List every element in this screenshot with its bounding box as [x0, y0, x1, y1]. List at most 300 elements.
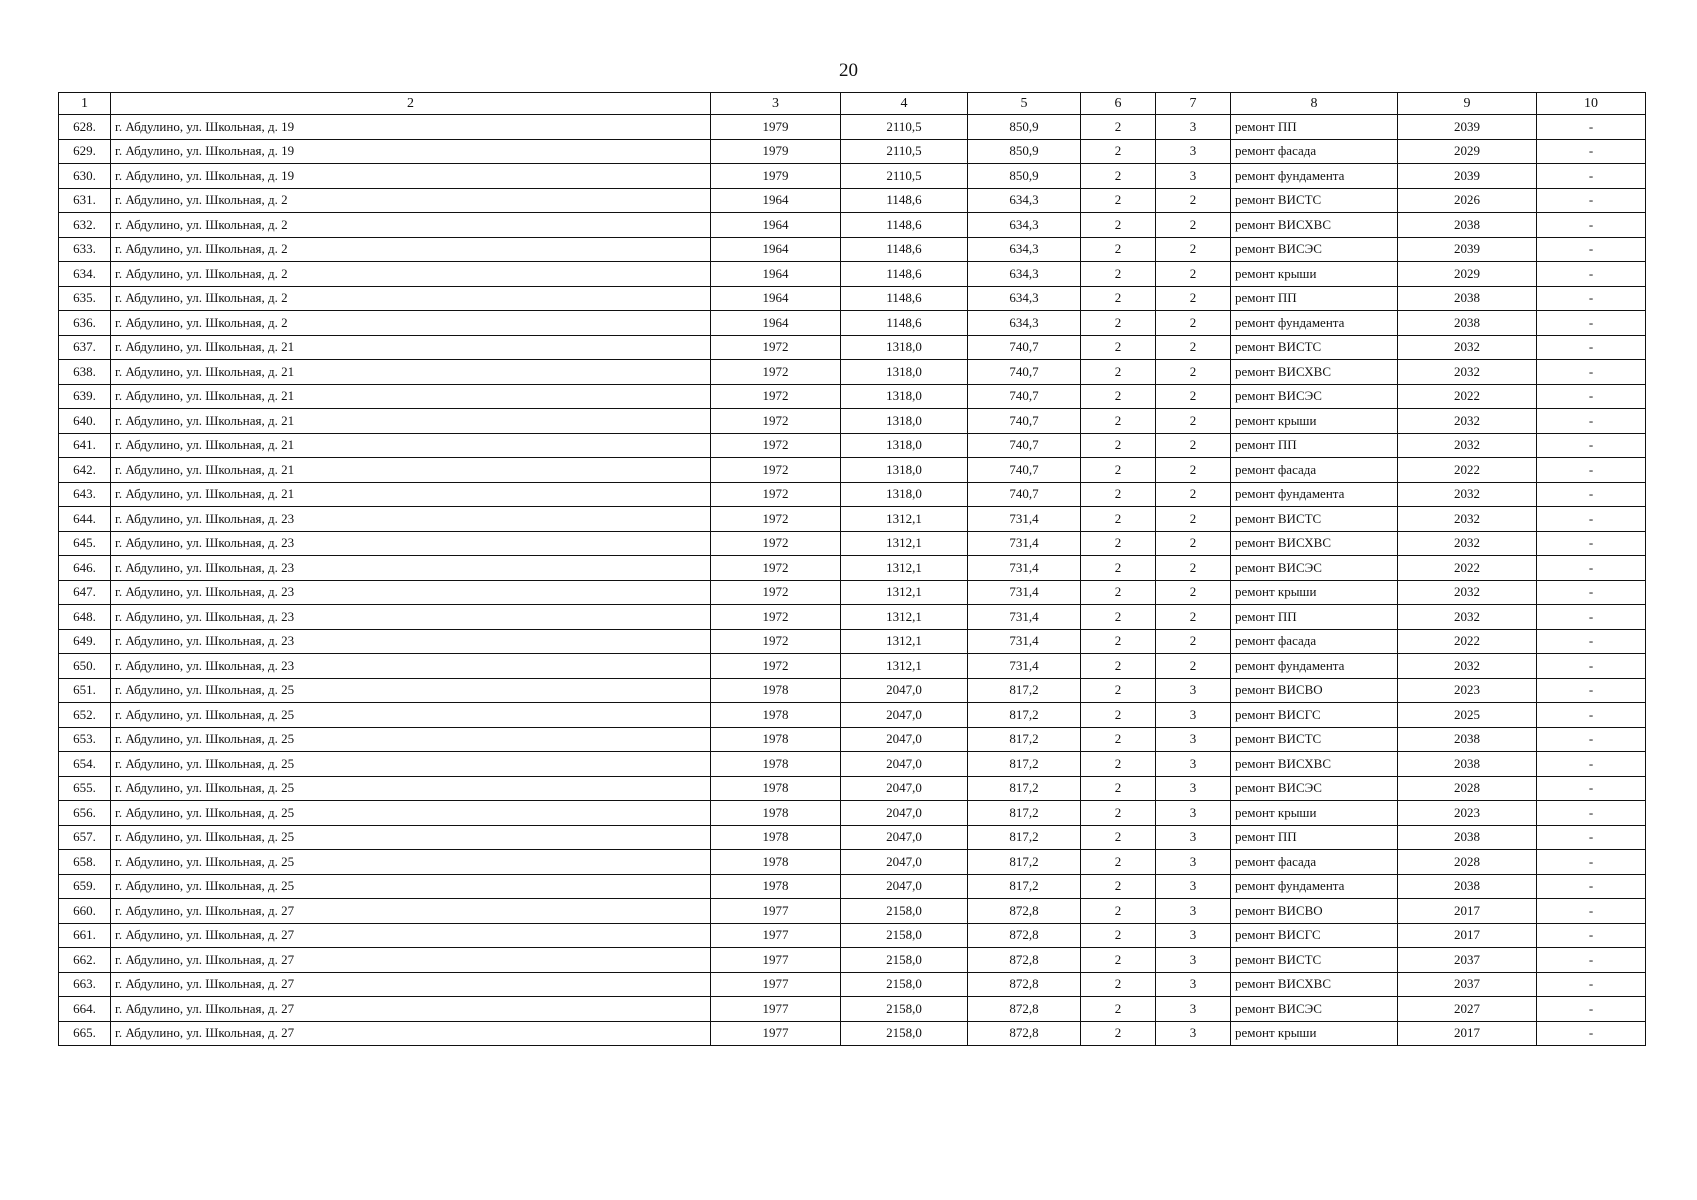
address-cell: г. Абдулино, ул. Школьная, д. 27 — [111, 948, 711, 973]
work-type-cell: ремонт крыши — [1231, 801, 1398, 826]
year-cell: 1972 — [711, 458, 841, 483]
address-cell: г. Абдулино, ул. Школьная, д. 25 — [111, 727, 711, 752]
address-cell: г. Абдулино, ул. Школьная, д. 23 — [111, 531, 711, 556]
address-cell: г. Абдулино, ул. Школьная, д. 27 — [111, 923, 711, 948]
living-area-cell: 740,7 — [968, 458, 1081, 483]
address-cell: г. Абдулино, ул. Школьная, д. 21 — [111, 482, 711, 507]
year-cell: 1979 — [711, 164, 841, 189]
total-area-cell: 1318,0 — [841, 335, 968, 360]
row-number-cell: 633. — [59, 237, 111, 262]
address-cell: г. Абдулино, ул. Школьная, д. 25 — [111, 850, 711, 875]
living-area-cell: 817,2 — [968, 678, 1081, 703]
planned-year-cell: 2037 — [1398, 948, 1537, 973]
table-row — [59, 605, 1646, 630]
floors-cell: 2 — [1156, 507, 1231, 532]
planned-year-cell: 2029 — [1398, 262, 1537, 287]
planned-year-cell: 2017 — [1398, 923, 1537, 948]
year-cell: 1978 — [711, 776, 841, 801]
planned-year-cell: 2032 — [1398, 335, 1537, 360]
entrances-cell: 2 — [1081, 164, 1156, 189]
row-number-cell: 644. — [59, 507, 111, 532]
note-cell: - — [1537, 678, 1646, 703]
year-cell: 1977 — [711, 899, 841, 924]
floors-cell: 2 — [1156, 237, 1231, 262]
floors-cell: 2 — [1156, 262, 1231, 287]
planned-year-cell: 2022 — [1398, 556, 1537, 581]
row-number-cell: 647. — [59, 580, 111, 605]
year-cell: 1964 — [711, 188, 841, 213]
note-cell: - — [1537, 409, 1646, 434]
table-row — [59, 433, 1646, 458]
planned-year-cell: 2038 — [1398, 213, 1537, 238]
address-cell: г. Абдулино, ул. Школьная, д. 19 — [111, 139, 711, 164]
table-row — [59, 874, 1646, 899]
planned-year-cell: 2038 — [1398, 874, 1537, 899]
table-row — [59, 139, 1646, 164]
floors-cell: 2 — [1156, 384, 1231, 409]
address-cell: г. Абдулино, ул. Школьная, д. 25 — [111, 801, 711, 826]
floors-cell: 3 — [1156, 923, 1231, 948]
note-cell: - — [1537, 948, 1646, 973]
floors-cell: 2 — [1156, 482, 1231, 507]
note-cell: - — [1537, 776, 1646, 801]
header-cell: 4 — [841, 93, 968, 115]
note-cell: - — [1537, 188, 1646, 213]
entrances-cell: 2 — [1081, 311, 1156, 336]
address-cell: г. Абдулино, ул. Школьная, д. 2 — [111, 262, 711, 287]
row-number-cell: 648. — [59, 605, 111, 630]
total-area-cell: 1148,6 — [841, 188, 968, 213]
note-cell: - — [1537, 507, 1646, 532]
address-cell: г. Абдулино, ул. Школьная, д. 23 — [111, 580, 711, 605]
table-row — [59, 335, 1646, 360]
row-number-cell: 646. — [59, 556, 111, 581]
year-cell: 1964 — [711, 286, 841, 311]
floors-cell: 2 — [1156, 654, 1231, 679]
living-area-cell: 731,4 — [968, 531, 1081, 556]
year-cell: 1978 — [711, 850, 841, 875]
living-area-cell: 731,4 — [968, 629, 1081, 654]
year-cell: 1964 — [711, 262, 841, 287]
planned-year-cell: 2028 — [1398, 850, 1537, 875]
planned-year-cell: 2032 — [1398, 507, 1537, 532]
planned-year-cell: 2038 — [1398, 286, 1537, 311]
living-area-cell: 740,7 — [968, 335, 1081, 360]
work-type-cell: ремонт ВИСГС — [1231, 923, 1398, 948]
note-cell: - — [1537, 923, 1646, 948]
entrances-cell: 2 — [1081, 286, 1156, 311]
table-row — [59, 580, 1646, 605]
year-cell: 1964 — [711, 213, 841, 238]
year-cell: 1972 — [711, 433, 841, 458]
living-area-cell: 817,2 — [968, 850, 1081, 875]
header-cell: 3 — [711, 93, 841, 115]
entrances-cell: 2 — [1081, 139, 1156, 164]
entrances-cell: 2 — [1081, 507, 1156, 532]
floors-cell: 2 — [1156, 556, 1231, 581]
total-area-cell: 2047,0 — [841, 703, 968, 728]
floors-cell: 2 — [1156, 605, 1231, 630]
entrances-cell: 2 — [1081, 1021, 1156, 1046]
planned-year-cell: 2026 — [1398, 188, 1537, 213]
floors-cell: 3 — [1156, 776, 1231, 801]
table-row — [59, 948, 1646, 973]
table-row — [59, 923, 1646, 948]
floors-cell: 2 — [1156, 629, 1231, 654]
note-cell: - — [1537, 752, 1646, 777]
planned-year-cell: 2032 — [1398, 482, 1537, 507]
entrances-cell: 2 — [1081, 384, 1156, 409]
total-area-cell: 1318,0 — [841, 433, 968, 458]
page-number: 20 — [839, 60, 858, 81]
year-cell: 1978 — [711, 874, 841, 899]
work-type-cell: ремонт фундамента — [1231, 482, 1398, 507]
work-type-cell: ремонт ВИСВО — [1231, 678, 1398, 703]
row-number-cell: 664. — [59, 997, 111, 1022]
floors-cell: 3 — [1156, 139, 1231, 164]
total-area-cell: 1312,1 — [841, 507, 968, 532]
year-cell: 1972 — [711, 384, 841, 409]
planned-year-cell: 2032 — [1398, 433, 1537, 458]
planned-year-cell: 2032 — [1398, 654, 1537, 679]
year-cell: 1977 — [711, 1021, 841, 1046]
row-number-cell: 639. — [59, 384, 111, 409]
row-number-cell: 653. — [59, 727, 111, 752]
row-number-cell: 655. — [59, 776, 111, 801]
work-type-cell: ремонт ПП — [1231, 825, 1398, 850]
living-area-cell: 731,4 — [968, 580, 1081, 605]
year-cell: 1972 — [711, 556, 841, 581]
year-cell: 1978 — [711, 801, 841, 826]
row-number-cell: 635. — [59, 286, 111, 311]
year-cell: 1977 — [711, 923, 841, 948]
year-cell: 1977 — [711, 997, 841, 1022]
work-type-cell: ремонт ВИСХВС — [1231, 972, 1398, 997]
planned-year-cell: 2023 — [1398, 678, 1537, 703]
floors-cell: 2 — [1156, 213, 1231, 238]
planned-year-cell: 2038 — [1398, 752, 1537, 777]
planned-year-cell: 2027 — [1398, 997, 1537, 1022]
note-cell: - — [1537, 482, 1646, 507]
year-cell: 1978 — [711, 678, 841, 703]
address-cell: г. Абдулино, ул. Школьная, д. 21 — [111, 433, 711, 458]
total-area-cell: 2047,0 — [841, 752, 968, 777]
table-row — [59, 678, 1646, 703]
total-area-cell: 2047,0 — [841, 776, 968, 801]
living-area-cell: 817,2 — [968, 776, 1081, 801]
living-area-cell: 850,9 — [968, 115, 1081, 140]
living-area-cell: 817,2 — [968, 752, 1081, 777]
note-cell: - — [1537, 213, 1646, 238]
row-number-cell: 638. — [59, 360, 111, 385]
living-area-cell: 872,8 — [968, 899, 1081, 924]
living-area-cell: 817,2 — [968, 801, 1081, 826]
living-area-cell: 634,3 — [968, 262, 1081, 287]
address-cell: г. Абдулино, ул. Школьная, д. 2 — [111, 188, 711, 213]
total-area-cell: 2047,0 — [841, 850, 968, 875]
total-area-cell: 2110,5 — [841, 164, 968, 189]
row-number-cell: 634. — [59, 262, 111, 287]
floors-cell: 3 — [1156, 727, 1231, 752]
living-area-cell: 872,8 — [968, 972, 1081, 997]
planned-year-cell: 2032 — [1398, 605, 1537, 630]
entrances-cell: 2 — [1081, 556, 1156, 581]
total-area-cell: 2047,0 — [841, 801, 968, 826]
work-type-cell: ремонт крыши — [1231, 262, 1398, 287]
table-row — [59, 286, 1646, 311]
living-area-cell: 817,2 — [968, 703, 1081, 728]
address-cell: г. Абдулино, ул. Школьная, д. 21 — [111, 360, 711, 385]
entrances-cell: 2 — [1081, 801, 1156, 826]
note-cell: - — [1537, 654, 1646, 679]
work-type-cell: ремонт ВИСВО — [1231, 899, 1398, 924]
work-type-cell: ремонт ПП — [1231, 605, 1398, 630]
work-type-cell: ремонт ВИСХВС — [1231, 213, 1398, 238]
planned-year-cell: 2039 — [1398, 237, 1537, 262]
floors-cell: 3 — [1156, 850, 1231, 875]
work-type-cell: ремонт ВИСТС — [1231, 948, 1398, 973]
living-area-cell: 634,3 — [968, 213, 1081, 238]
table-row — [59, 507, 1646, 532]
planned-year-cell: 2032 — [1398, 531, 1537, 556]
floors-cell: 3 — [1156, 752, 1231, 777]
table-row — [59, 997, 1646, 1022]
row-number-cell: 649. — [59, 629, 111, 654]
work-type-cell: ремонт фасада — [1231, 458, 1398, 483]
row-number-cell: 661. — [59, 923, 111, 948]
address-cell: г. Абдулино, ул. Школьная, д. 2 — [111, 213, 711, 238]
living-area-cell: 740,7 — [968, 482, 1081, 507]
entrances-cell: 2 — [1081, 213, 1156, 238]
total-area-cell: 2047,0 — [841, 678, 968, 703]
floors-cell: 3 — [1156, 874, 1231, 899]
address-cell: г. Абдулино, ул. Школьная, д. 23 — [111, 556, 711, 581]
planned-year-cell: 2032 — [1398, 409, 1537, 434]
work-type-cell: ремонт фасада — [1231, 850, 1398, 875]
floors-cell: 3 — [1156, 703, 1231, 728]
floors-cell: 2 — [1156, 433, 1231, 458]
row-number-cell: 643. — [59, 482, 111, 507]
total-area-cell: 1148,6 — [841, 213, 968, 238]
work-type-cell: ремонт фундамента — [1231, 311, 1398, 336]
planned-year-cell: 2023 — [1398, 801, 1537, 826]
entrances-cell: 2 — [1081, 678, 1156, 703]
note-cell: - — [1537, 874, 1646, 899]
row-number-cell: 628. — [59, 115, 111, 140]
work-type-cell: ремонт крыши — [1231, 580, 1398, 605]
note-cell: - — [1537, 433, 1646, 458]
address-cell: г. Абдулино, ул. Школьная, д. 23 — [111, 507, 711, 532]
work-type-cell: ремонт фундамента — [1231, 654, 1398, 679]
total-area-cell: 1312,1 — [841, 556, 968, 581]
living-area-cell: 634,3 — [968, 188, 1081, 213]
floors-cell: 3 — [1156, 899, 1231, 924]
living-area-cell: 872,8 — [968, 1021, 1081, 1046]
total-area-cell: 1312,1 — [841, 531, 968, 556]
living-area-cell: 817,2 — [968, 825, 1081, 850]
address-cell: г. Абдулино, ул. Школьная, д. 25 — [111, 678, 711, 703]
note-cell: - — [1537, 727, 1646, 752]
planned-year-cell: 2037 — [1398, 972, 1537, 997]
address-cell: г. Абдулино, ул. Школьная, д. 25 — [111, 776, 711, 801]
note-cell: - — [1537, 1021, 1646, 1046]
floors-cell: 2 — [1156, 188, 1231, 213]
address-cell: г. Абдулино, ул. Школьная, д. 23 — [111, 654, 711, 679]
entrances-cell: 2 — [1081, 237, 1156, 262]
row-number-cell: 637. — [59, 335, 111, 360]
year-cell: 1972 — [711, 360, 841, 385]
total-area-cell: 1148,6 — [841, 311, 968, 336]
total-area-cell: 2158,0 — [841, 997, 968, 1022]
address-cell: г. Абдулино, ул. Школьная, д. 25 — [111, 703, 711, 728]
header-cell: 10 — [1537, 93, 1646, 115]
entrances-cell: 2 — [1081, 874, 1156, 899]
row-number-cell: 645. — [59, 531, 111, 556]
header-cell: 8 — [1231, 93, 1398, 115]
table-row — [59, 237, 1646, 262]
note-cell: - — [1537, 850, 1646, 875]
table-row — [59, 776, 1646, 801]
row-number-cell: 662. — [59, 948, 111, 973]
row-number-cell: 642. — [59, 458, 111, 483]
year-cell: 1979 — [711, 115, 841, 140]
total-area-cell: 1312,1 — [841, 629, 968, 654]
planned-year-cell: 2022 — [1398, 384, 1537, 409]
note-cell: - — [1537, 605, 1646, 630]
address-cell: г. Абдулино, ул. Школьная, д. 21 — [111, 409, 711, 434]
address-cell: г. Абдулино, ул. Школьная, д. 27 — [111, 1021, 711, 1046]
total-area-cell: 2110,5 — [841, 139, 968, 164]
year-cell: 1964 — [711, 311, 841, 336]
floors-cell: 3 — [1156, 801, 1231, 826]
address-cell: г. Абдулино, ул. Школьная, д. 2 — [111, 311, 711, 336]
work-type-cell: ремонт ПП — [1231, 433, 1398, 458]
note-cell: - — [1537, 972, 1646, 997]
year-cell: 1972 — [711, 409, 841, 434]
living-area-cell: 872,8 — [968, 923, 1081, 948]
table-row — [59, 360, 1646, 385]
work-type-cell: ремонт ВИСТС — [1231, 335, 1398, 360]
work-type-cell: ремонт ВИСЭС — [1231, 997, 1398, 1022]
work-type-cell: ремонт ПП — [1231, 115, 1398, 140]
note-cell: - — [1537, 997, 1646, 1022]
address-cell: г. Абдулино, ул. Школьная, д. 21 — [111, 458, 711, 483]
address-cell: г. Абдулино, ул. Школьная, д. 25 — [111, 752, 711, 777]
row-number-cell: 651. — [59, 678, 111, 703]
planned-year-cell: 2038 — [1398, 825, 1537, 850]
work-type-cell: ремонт фундамента — [1231, 164, 1398, 189]
work-type-cell: ремонт ВИСТС — [1231, 507, 1398, 532]
floors-cell: 3 — [1156, 948, 1231, 973]
note-cell: - — [1537, 801, 1646, 826]
row-number-cell: 660. — [59, 899, 111, 924]
table-row — [59, 164, 1646, 189]
address-cell: г. Абдулино, ул. Школьная, д. 23 — [111, 605, 711, 630]
table-row — [59, 188, 1646, 213]
header-cell: 7 — [1156, 93, 1231, 115]
entrances-cell: 2 — [1081, 188, 1156, 213]
address-cell: г. Абдулино, ул. Школьная, д. 2 — [111, 286, 711, 311]
living-area-cell: 731,4 — [968, 556, 1081, 581]
floors-cell: 3 — [1156, 678, 1231, 703]
year-cell: 1978 — [711, 752, 841, 777]
table-row — [59, 409, 1646, 434]
floors-cell: 2 — [1156, 311, 1231, 336]
floors-cell: 3 — [1156, 972, 1231, 997]
note-cell: - — [1537, 311, 1646, 336]
entrances-cell: 2 — [1081, 115, 1156, 140]
living-area-cell: 740,7 — [968, 409, 1081, 434]
address-cell: г. Абдулино, ул. Школьная, д. 23 — [111, 629, 711, 654]
total-area-cell: 2110,5 — [841, 115, 968, 140]
total-area-cell: 1148,6 — [841, 262, 968, 287]
floors-cell: 2 — [1156, 360, 1231, 385]
table-row — [59, 115, 1646, 140]
floors-cell: 3 — [1156, 164, 1231, 189]
planned-year-cell: 2017 — [1398, 899, 1537, 924]
total-area-cell: 1318,0 — [841, 482, 968, 507]
living-area-cell: 817,2 — [968, 727, 1081, 752]
entrances-cell: 2 — [1081, 580, 1156, 605]
living-area-cell: 850,9 — [968, 164, 1081, 189]
entrances-cell: 2 — [1081, 262, 1156, 287]
entrances-cell: 2 — [1081, 482, 1156, 507]
entrances-cell: 2 — [1081, 727, 1156, 752]
planned-year-cell: 2017 — [1398, 1021, 1537, 1046]
note-cell: - — [1537, 262, 1646, 287]
living-area-cell: 817,2 — [968, 874, 1081, 899]
header-cell: 6 — [1081, 93, 1156, 115]
row-number-cell: 657. — [59, 825, 111, 850]
table-row — [59, 727, 1646, 752]
table-row — [59, 556, 1646, 581]
work-type-cell: ремонт ВИСЭС — [1231, 384, 1398, 409]
planned-year-cell: 2022 — [1398, 458, 1537, 483]
floors-cell: 2 — [1156, 286, 1231, 311]
year-cell: 1972 — [711, 335, 841, 360]
address-cell: г. Абдулино, ул. Школьная, д. 25 — [111, 825, 711, 850]
planned-year-cell: 2038 — [1398, 311, 1537, 336]
living-area-cell: 740,7 — [968, 384, 1081, 409]
total-area-cell: 2047,0 — [841, 874, 968, 899]
row-number-cell: 636. — [59, 311, 111, 336]
table-row — [59, 801, 1646, 826]
living-area-cell: 634,3 — [968, 237, 1081, 262]
note-cell: - — [1537, 237, 1646, 262]
table-row — [59, 1021, 1646, 1046]
row-number-cell: 640. — [59, 409, 111, 434]
total-area-cell: 1318,0 — [841, 384, 968, 409]
living-area-cell: 740,7 — [968, 360, 1081, 385]
work-type-cell: ремонт ВИСТС — [1231, 727, 1398, 752]
note-cell: - — [1537, 531, 1646, 556]
row-number-cell: 656. — [59, 801, 111, 826]
work-type-cell: ремонт ПП — [1231, 286, 1398, 311]
header-cell: 2 — [111, 93, 711, 115]
note-cell: - — [1537, 899, 1646, 924]
work-type-cell: ремонт ВИСЭС — [1231, 556, 1398, 581]
entrances-cell: 2 — [1081, 335, 1156, 360]
register-table — [58, 92, 1646, 1046]
note-cell: - — [1537, 629, 1646, 654]
entrances-cell: 2 — [1081, 825, 1156, 850]
work-type-cell: ремонт ВИСХВС — [1231, 531, 1398, 556]
note-cell: - — [1537, 115, 1646, 140]
planned-year-cell: 2032 — [1398, 360, 1537, 385]
address-cell: г. Абдулино, ул. Школьная, д. 2 — [111, 237, 711, 262]
entrances-cell: 2 — [1081, 850, 1156, 875]
work-type-cell: ремонт ВИСХВС — [1231, 360, 1398, 385]
